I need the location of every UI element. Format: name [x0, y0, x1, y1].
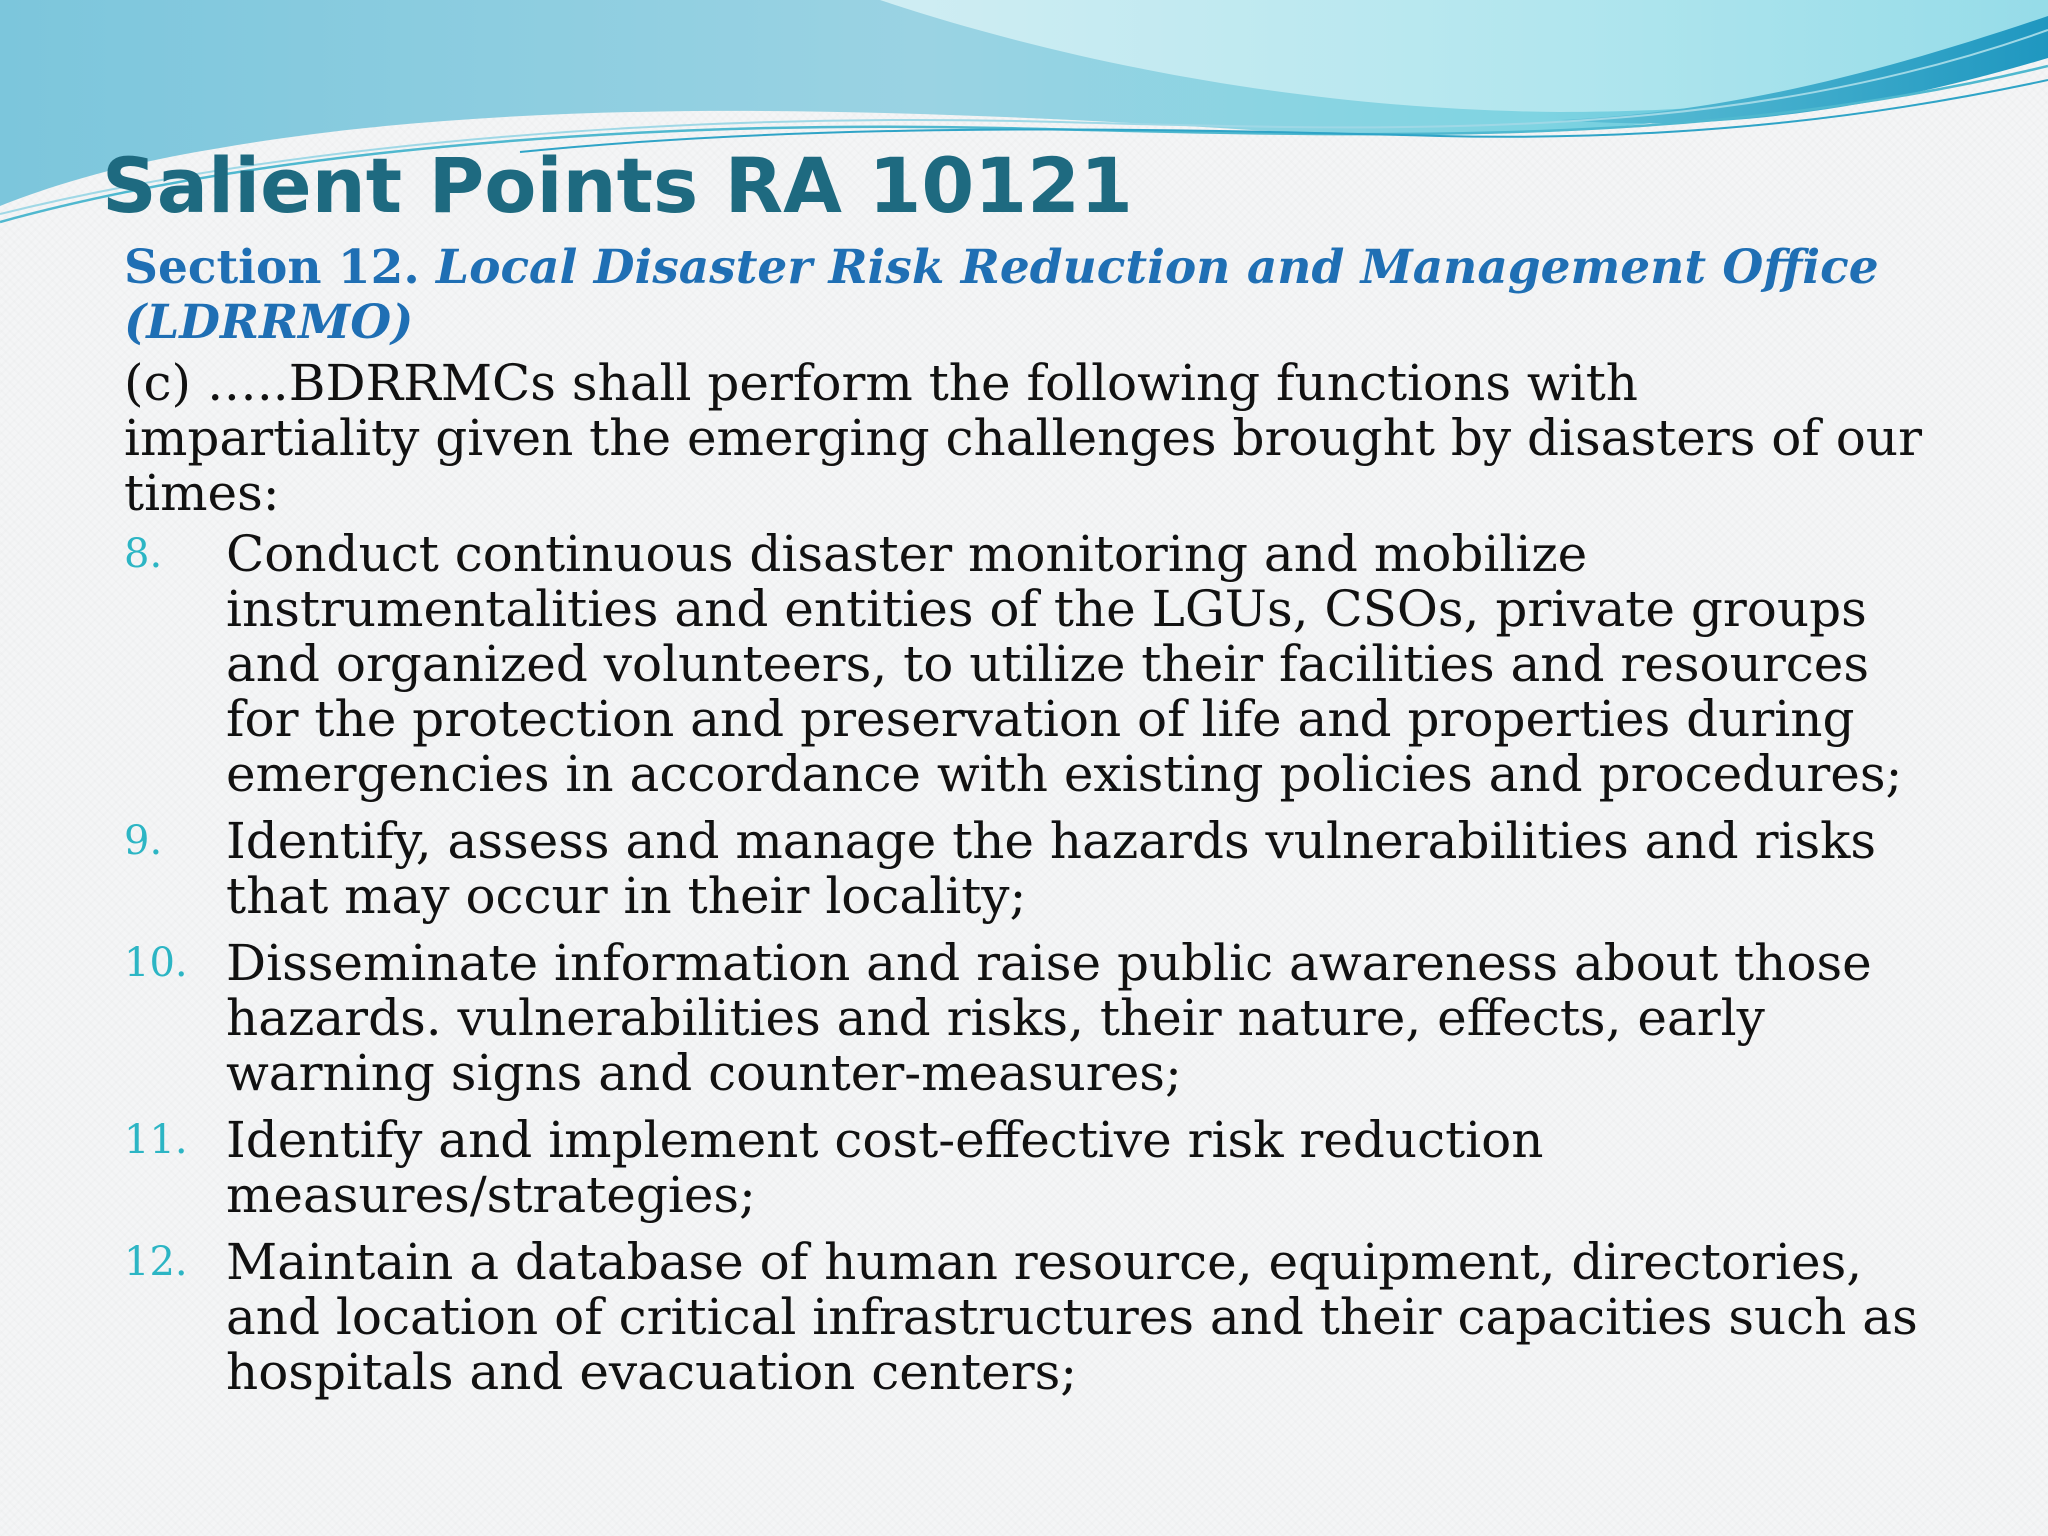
list-item-number: 8. [124, 531, 163, 577]
list-item [124, 936, 1934, 1101]
list-item-text: Conduct continuous disaster monitoring and mobilize instrumentalities and entities of the LGUs, CSOs, private groups and organized volunteers, to utilize their facilities and resources for the protection and preservation of life and properties during emergencies in accordance with existing policies and procedures; [226, 525, 1903, 803]
section-heading [124, 240, 1934, 350]
list-item [124, 527, 1934, 802]
list-item-text: Maintain a database of human resource, equipment, directories, and location of critical infrastructures and their capacities such as hospitals and evacuation centers; [226, 1233, 1918, 1401]
slide-title: Salient Points RA 10121 [102, 141, 1133, 230]
list-item-number: 12. [124, 1239, 188, 1285]
slide-content [124, 240, 1934, 1412]
list-item-text: Disseminate information and raise public awareness about those hazards. vulnerabilities and risks, their nature, effects, early warning signs and counter-measures; [226, 934, 1872, 1102]
function-list [124, 527, 1934, 1400]
list-item-number: 11. [124, 1117, 188, 1163]
list-item [124, 1113, 1934, 1223]
intro-paragraph: (c) …..BDRRMCs shall perform the following functions with impartiality given the emerging challenges brought by disasters of our times: [124, 354, 1922, 522]
list-item-text: Identify, assess and manage the hazards vulnerabilities and risks that may occur in their locality; [226, 812, 1877, 925]
list-item [124, 814, 1934, 924]
section-subtitle: Local Disaster Risk Reduction and Management Office (LDRRMO) [124, 240, 1879, 350]
section-label: Section 12. [124, 240, 437, 295]
list-item [124, 1235, 1934, 1400]
list-item-number: 10. [124, 940, 188, 986]
list-item-number: 9. [124, 818, 163, 864]
list-item-text: Identify and implement cost-effective risk reduction measures/strategies; [226, 1111, 1544, 1224]
